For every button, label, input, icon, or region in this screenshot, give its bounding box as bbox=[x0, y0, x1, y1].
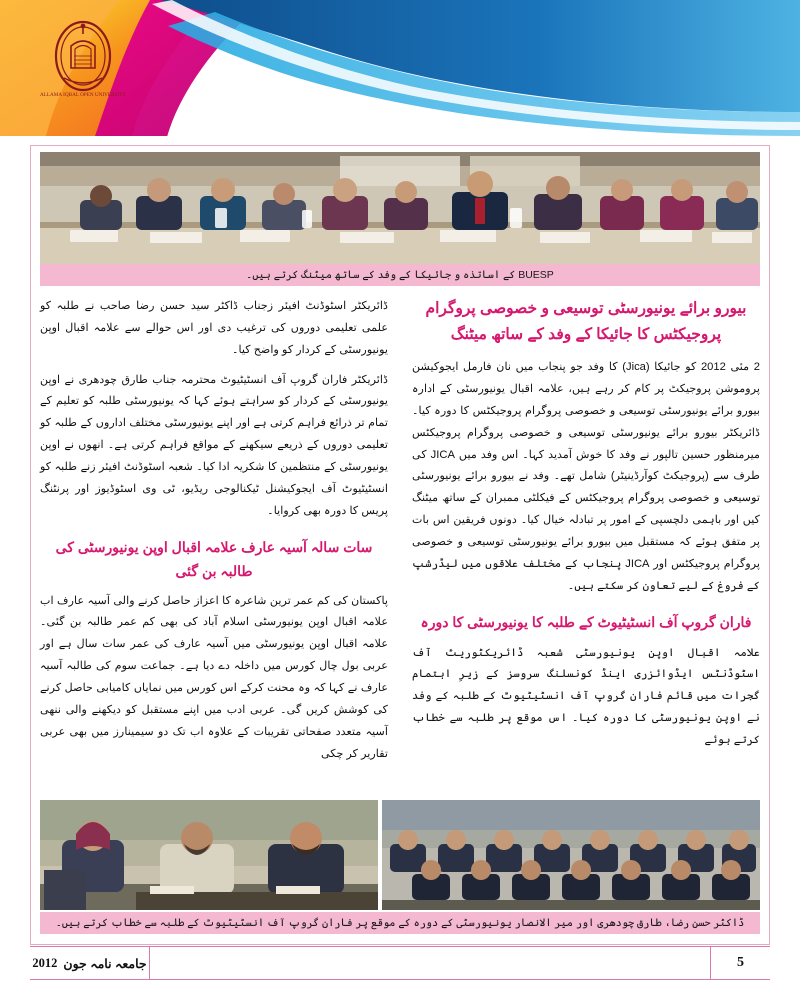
article-subheading-left: سات سالہ آسیہ عارف علامہ اقبال اوپن یونیورسٹی کی طالبہ بن گئی bbox=[55, 539, 373, 579]
page-number: 5 bbox=[737, 955, 744, 970]
article-subheading-right: فاران گروپ آف انسٹیٹیوٹ کے طلبہ کا یونیورسٹی کا دورہ bbox=[420, 614, 752, 631]
column-right bbox=[412, 296, 760, 788]
university-crest-icon bbox=[40, 16, 126, 102]
page-footer bbox=[30, 946, 770, 980]
left-paragraph-1: ڈائریکٹر اسٹوڈنٹ افیئر زجناب ڈاکٹر سید حسن رضا صاحب نے طلبہ کو علمی تعلیمی دوروں کی ترغیب دی اور اس حوالے سے علامہ اقبال اوپن یونیورسٹی کے کردار کو واضح کیا۔ bbox=[40, 300, 388, 356]
footer-issue-block bbox=[30, 946, 150, 980]
footer-issue-label: جامعہ نامہ جون bbox=[63, 956, 147, 971]
bottom-photo-caption: ڈاکٹر حسن رضا، طارق چودھری اور میر الانصار یونیورسٹی کے دورہ کے موقع پر فاران گروپ آف انسٹیٹیوٹ کے طلبہ سے خطاب کرتے ہیں۔ bbox=[40, 912, 760, 934]
svg-text:ALLAMA IQBAL OPEN UNIVERSITY: ALLAMA IQBAL OPEN UNIVERSITY bbox=[40, 92, 126, 98]
bottom-photos bbox=[40, 800, 760, 910]
top-photo-image bbox=[40, 152, 760, 264]
top-banner bbox=[0, 0, 800, 140]
article-heading-main: بیورو برائے یونیورسٹی توسیعی و خصوصی پروگرام پروجیکٹس کا جائیکا کے وفد کے ساتھ میٹنگ bbox=[425, 300, 747, 343]
right-paragraph-1: 2 مئی 2012 کو جائیکا (Jica) کا وفد جو پنجاب میں نان فارمل ایجوکیشن پروموشن پروجیکٹ پر کام کر رہے ہیں، علامہ اقبال یونیورسٹی کے ادارہ بیورو برائے یونیورسٹی توسیعی و خصوصی پروگرام پروجیکٹس کا دورہ کیا۔ ڈائریکٹر بیورو برائے یونیورسٹی توسیعی و خصوصی پروگرام پروجیکٹس میرمنظور حسین تالپور نے وفد کا خوش آمدید کہا۔ اس وفد میں JICA کی طرف سے (پروجیکٹ کوآرڈینیٹر) شامل تھے۔ وفد نے بیورو برائے یونیورسٹی توسیعی و خصوصی پروگرام پروجیکٹس کے فیکلٹی ممبران کے ساتھ میٹنگ کیں اور باہمی دلچسپی کے امور پر تبادلہ خیال کیا۔ دونوں فریقین اس بات پر متفق ہوئے کہ مستقبل میں بیورو برائے یونیورسٹی توسیعی و خصوصی پروگرام پروجیکٹس اور JICA پنجاب کے مختلف علاقوں میں لیڈرشپ کے فروغ کے لیے تعاون کر سکتے ہیں۔ bbox=[412, 361, 761, 592]
bottom-photo-left bbox=[40, 800, 378, 910]
left-sub-paragraph-1: پاکستان کی کم عمر ترین شاعرہ کا اعزاز حاصل کرنے والی آسیہ عارف اب علامہ اقبال اوپن یونیورسٹی اسلام آباد کی بھی کم عمر طالبہ بن گئی۔ علامہ اقبال اوپن یونیورسٹی میں آسیہ عارف کی عمر سات سال ہے اور عربی بول چال کورس میں داخلہ دے دیا ہے۔ جماعت سوم کی طالبہ آسیہ عارف نے کہا کہ وہ محنت کرکے اس کورس میں نمایاں کامیابی حاصل کرنے کی کوشش کریں گی۔ عربی ادب میں اپنے مستقبل کو دیکھنے والی ننھی آسیہ متعدد صفحاتی تقریبات کے علاوہ اب تک دو سیمینارز میں بھی عربی تقاریر کر چکی bbox=[40, 594, 388, 760]
bottom-left-photo-image bbox=[40, 800, 378, 910]
bottom-right-photo-image bbox=[382, 800, 760, 910]
bottom-photo-right bbox=[382, 800, 760, 910]
top-photo-caption: BUESP کے اساتذہ و جائیکا کے وفد کے ساتھ میٹنگ کرتے ہیں۔ bbox=[40, 264, 760, 286]
right-sub-paragraph-1: علامہ اقبال اوپن یونیورسٹی شعبہ ڈائریکٹوریٹ آف اسٹوڈنٹس ایڈوائزری اینڈ کونسلنگ سروسز کے زیرِ اہتمام گجرات میں قائم فاران گروپ آف انسٹیٹیوٹ کے طلبہ کے وفد نے اوپن یونیورسٹی کا دورہ کیا۔ اس موقع پر طلبہ سے خطاب کرتے ہوئے bbox=[412, 646, 760, 746]
left-paragraph-2: ڈائریکٹر فاران گروپ آف انسٹیٹیوٹ محترمہ جناب طارق چودھری نے اوپن یونیورسٹی کے کردار کو سراہتے ہوئے کہا کہ یونیورسٹی طلبہ کو تعلیم کے تمام تر ذرائع فراہم کرتی ہے اور اپنے یونیورسٹی مختلف اداروں کے طلبہ کو تعلیمی دوروں کے ذریعے سیکھنے کے مواقع فراہم کرتی ہے۔ انھوں نے اوپن یونیورسٹی کے منتظمین کا شکریہ ادا کیا۔ شعبہ اسٹوڈنٹ افیئر زنے طلبہ کو انسٹیٹیوٹ آف ایجوکیشنل ٹیکنالوجی ریڈیو، ٹی وی اسٹوڈیوز اور پرنٹنگ پریس کا دورہ بھی کروایا۔ bbox=[40, 373, 388, 517]
footer-page-block bbox=[710, 946, 770, 980]
footer-year: 2012 bbox=[32, 955, 58, 970]
column-left bbox=[40, 296, 388, 788]
article-body bbox=[40, 296, 760, 788]
top-photo bbox=[40, 152, 760, 264]
university-logo bbox=[40, 16, 126, 102]
